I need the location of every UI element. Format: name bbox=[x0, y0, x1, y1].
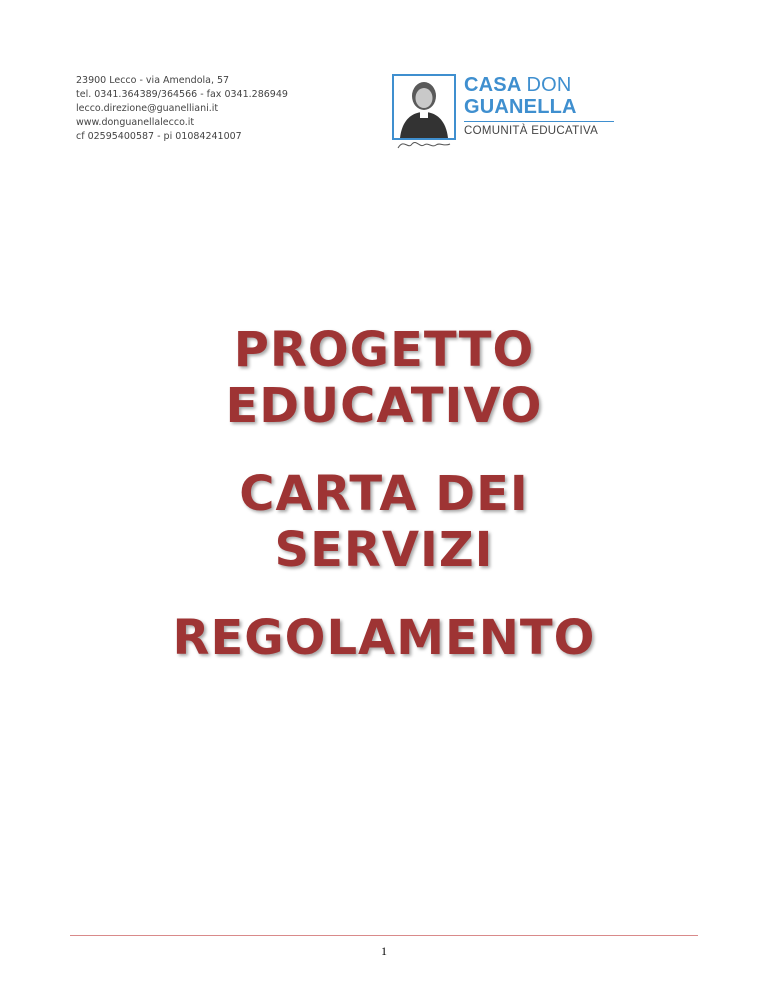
email-line: lecco.direzione@guanelliani.it bbox=[76, 103, 219, 114]
title-servizi: SERVIZI bbox=[274, 522, 494, 578]
address-line: 23900 Lecco - via Amendola, 57 bbox=[76, 75, 230, 86]
logo-brand-top bbox=[464, 74, 572, 96]
cover-titles bbox=[0, 322, 768, 666]
logo-word-guanella: GUANELLA bbox=[464, 96, 577, 118]
signature-icon bbox=[394, 136, 458, 152]
phone-line: tel. 0341.364389/364566 - fax 0341.286949 bbox=[76, 89, 288, 100]
title-regolamento: REGOLAMENTO bbox=[172, 610, 596, 666]
logo-divider bbox=[464, 121, 614, 122]
logo-word-don: DON bbox=[526, 74, 572, 96]
website-line: www.donguanellalecco.it bbox=[76, 117, 195, 128]
title-progetto: PROGETTO bbox=[233, 322, 535, 378]
portrait-icon bbox=[392, 74, 456, 140]
page-number: 1 bbox=[381, 944, 387, 958]
tax-code-line: cf 02595400587 - pi 01084241007 bbox=[76, 131, 242, 142]
footer-divider bbox=[70, 935, 698, 936]
casa-don-guanella-logo bbox=[392, 74, 618, 152]
letterhead-contact bbox=[76, 74, 288, 144]
logo-subtitle: COMUNITÀ EDUCATIVA bbox=[464, 125, 599, 137]
logo-word-casa: CASA bbox=[464, 74, 521, 96]
title-carta-dei: CARTA DEI bbox=[239, 466, 529, 522]
title-educativo: EDUCATIVO bbox=[225, 378, 543, 434]
